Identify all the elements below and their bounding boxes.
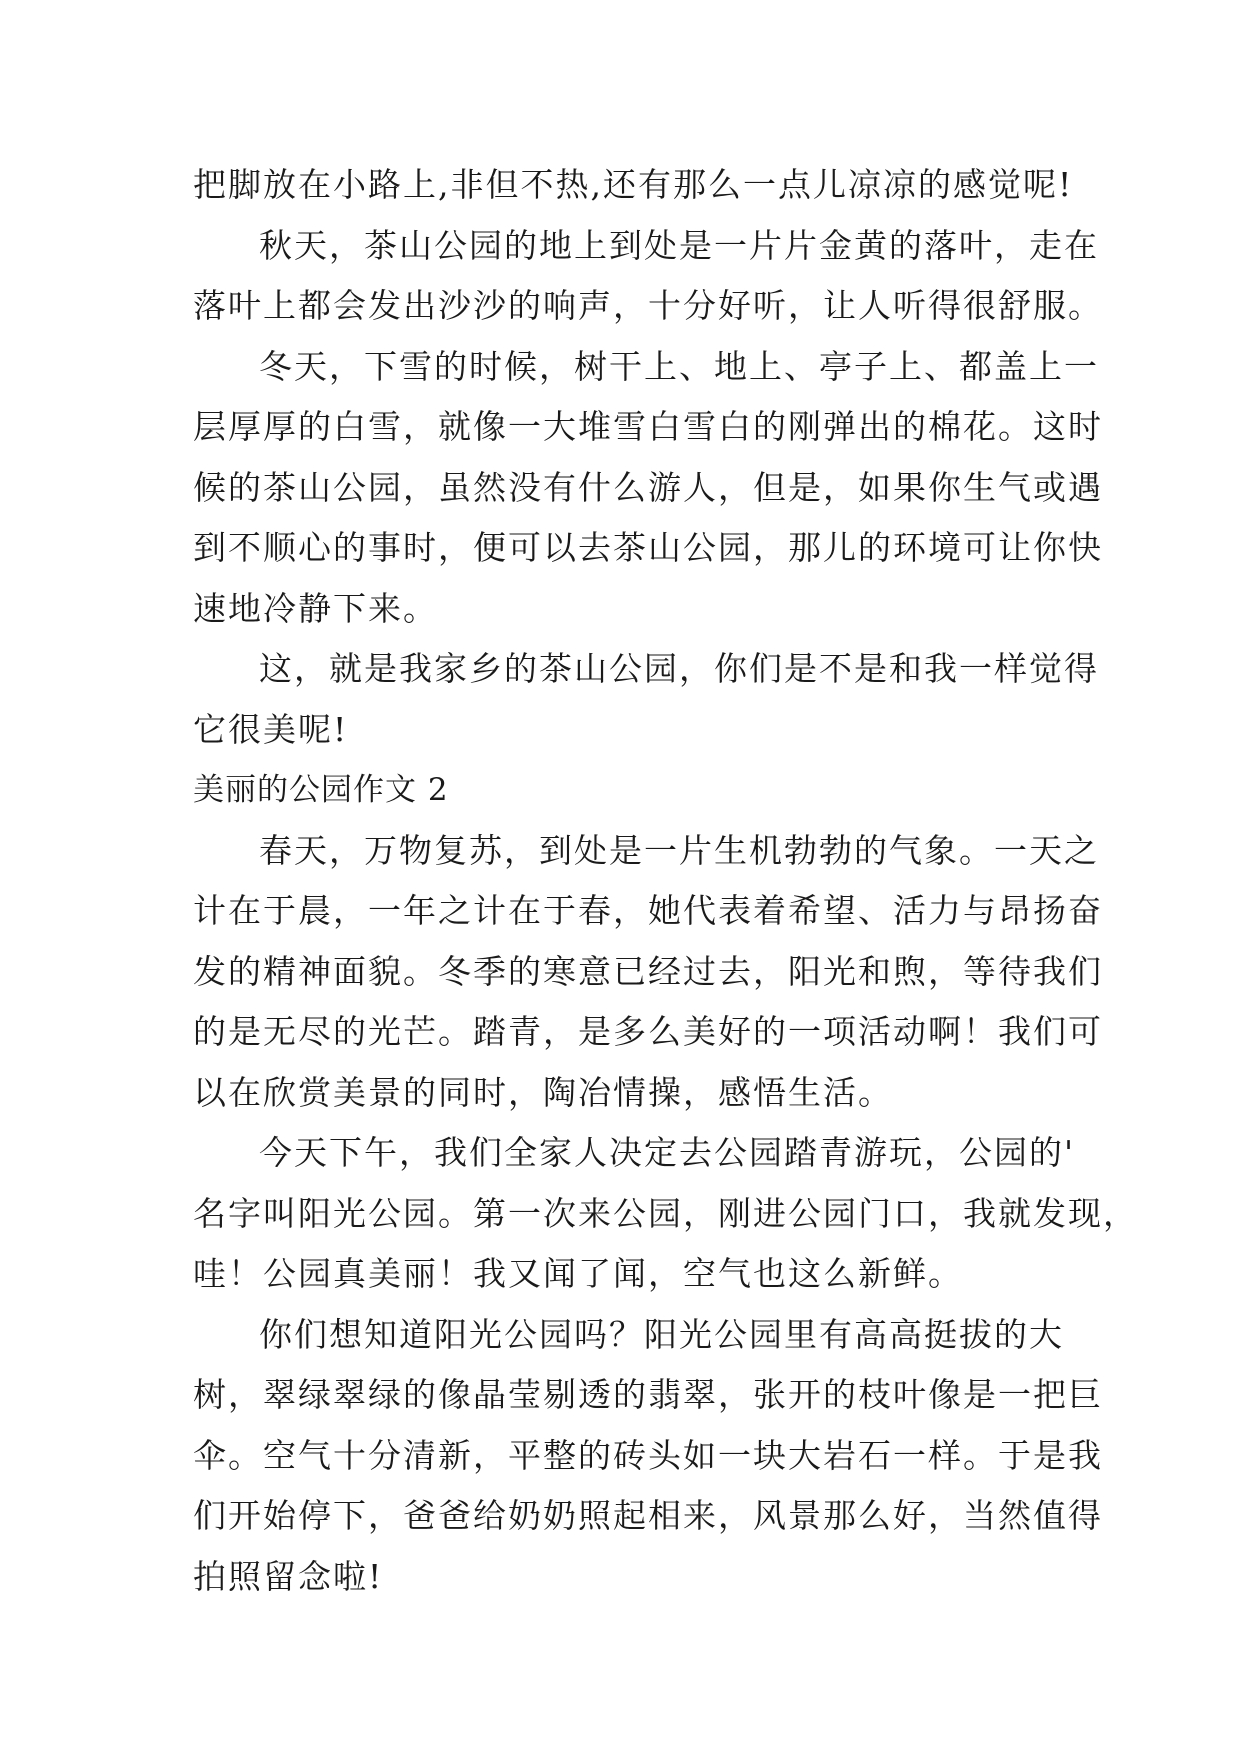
paragraph-autumn-line: 秋天，茶山公园的地上到处是一片片金黄的落叶，走在 [259, 225, 1099, 265]
paragraph-winter-line: 冬天，下雪的时候，树干上、地上、亭子上、都盖上一 [259, 346, 1099, 386]
text-line: 层厚厚的白雪，就像一大堆雪白雪白的刚弹出的棉花。这时 [193, 407, 1103, 446]
paragraph-conclusion-line: 这，就是我家乡的茶山公园，你们是不是和我一样觉得 [259, 649, 1099, 688]
text-line: 拍照留念啦! [193, 1556, 384, 1596]
text-line: 们开始停下，爸爸给奶奶照起相来，风景那么好，当然值得 [193, 1496, 1103, 1535]
text-line: 以在欣赏美景的同时，陶冶情操，感悟生活。 [193, 1072, 893, 1112]
text-line: 哇！公园真美丽！我又闻了闻，空气也这么新鲜。 [193, 1254, 963, 1293]
essay-body [193, 155, 1138, 1607]
text-line: 计在于晨，一年之计在于春，她代表着希望、活力与昂扬奋 [193, 891, 1103, 930]
text-line: 候的茶山公园，虽然没有什么游人，但是，如果你生气或遇 [193, 467, 1103, 507]
text-line: 树，翠绿翠绿的像晶莹剔透的翡翠，张开的枝叶像是一把巨 [193, 1375, 1103, 1414]
text-line: 到不顺心的事时，便可以去茶山公园，那儿的环境可让你快 [193, 528, 1103, 567]
text-line: 把脚放在小路上,非但不热,还有那么一点儿凉凉的感觉呢! [193, 165, 1074, 204]
text-line: 的是无尽的光芒。踏青，是多么美好的一项活动啊！我们可 [193, 1012, 1103, 1051]
text-line: 伞。空气十分清新，平整的砖头如一块大岩石一样。于是我 [193, 1435, 1103, 1475]
text-line: 速地冷静下来。 [193, 588, 438, 628]
essay-title: 美丽的公园作文 2 [193, 772, 449, 808]
text-line: 它很美呢! [193, 709, 349, 749]
text-line: 名字叫阳光公园。第一次来公园，刚进公园门口，我就发现， [193, 1193, 1138, 1233]
text-line: 发的精神面貌。冬季的寒意已经过去，阳光和煦，等待我们 [193, 951, 1103, 991]
text-line: 落叶上都会发出沙沙的响声，十分好听，让人听得很舒服。 [193, 286, 1103, 325]
paragraph-park-line: 你们想知道阳光公园吗？阳光公园里有高高挺拔的大 [259, 1314, 1064, 1354]
paragraph-spring-line: 春天，万物复苏，到处是一片生机勃勃的气象。一天之 [259, 830, 1099, 870]
paragraph-afternoon-line: 今天下午，我们全家人决定去公园踏青游玩，公园的' [259, 1133, 1076, 1172]
